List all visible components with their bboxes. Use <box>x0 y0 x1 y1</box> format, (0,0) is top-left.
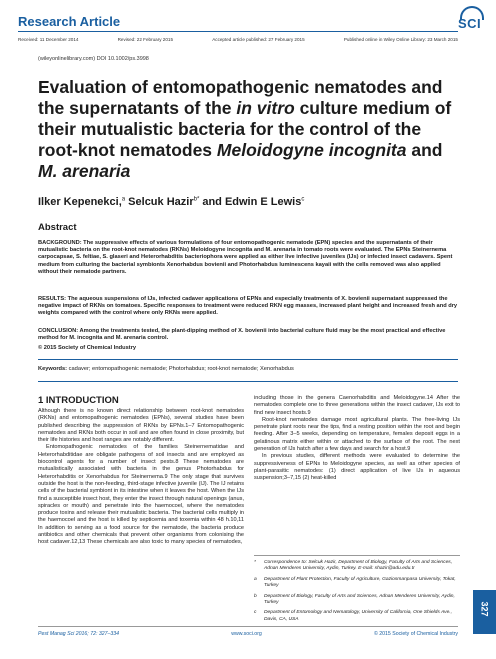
article-title <box>38 77 458 182</box>
note-text: Correspondence to: Selcuk Hazir, Department of Biology, Faculty of Arts and Sciences, Adnan Menderes University, Aydin, Turkey. E-mail: shazir@adu.edu.tr <box>264 560 453 572</box>
keywords-line <box>38 366 294 372</box>
title-italic: Meloidogyne incognita <box>216 140 407 160</box>
author-name[interactable]: and Edwin E Lewis <box>199 196 302 208</box>
page-number: 327 <box>479 601 490 617</box>
keywords-top-rule <box>38 359 458 360</box>
affiliation-marker: c <box>301 196 305 203</box>
author-name[interactable]: Ilker Kepenekci, <box>38 196 122 208</box>
affiliation-marker: a <box>121 196 126 203</box>
journal-section-label: Research Article <box>18 14 121 29</box>
published-date: Published online in Wiley Online Library: 23 March 2015 <box>343 37 458 42</box>
abstract-background: BACKGROUND: The suppressive effects of various formulations of four entomopathogenic nematode (EPN) species and the supernatants of their mutualistic bacteria on the root-knot nematodes (RKNs) Meloidogyne incognita and M. arenaria in tomato roots were evaluated. The EPNs Steinernema carpocapsae, S. feltiae, S. glaseri and Heterorhabditis bacteriophora were applied as either live infective juveniles (IJs) or infected insect cadavers. Spent medium from culturing the bacterial symbionts Xenorhabdus bovienii and Photorhabdus luminescens kayaii with the cells removed was also applied without their nematode partners. <box>38 240 453 275</box>
affiliation-note <box>254 594 460 607</box>
correspondence-note <box>254 560 460 573</box>
title-part: and <box>406 140 443 160</box>
note-marker: a <box>254 576 257 582</box>
abstract-results: RESULTS: The aqueous suspensions of IJs, infected cadaver applications of EPNs and especially treatments of X. bovienii supernatant suppressed the negative impact of RKNs on tomatoes. Specific responses to treatment were reduced RKN egg masses, increased plant height and increased fresh and dry weights compared with the control where only RKNs were applied. <box>38 296 458 317</box>
footer-copyright: © 2015 Society of Chemical Industry <box>374 631 458 637</box>
article-history <box>18 37 458 42</box>
page-footer <box>38 631 458 637</box>
intro-paragraph: Entomopathogenic nematodes of the families Steinernematidae and Heterorhabditidae are obligate pathogens of soil insects and are employed as biocontrol agents for a number of insect pests.8 These nematodes are mutualistically associated with bacteria in the genus Photorhabdus for Heterorhabditis or Xenorhabdus for Steinernema.9 The only stage that survives outside the host is the non-feeding, third-stage infective juvenile (IJ). The IJ retains cells of the bacterial symbiont in its intestine when it leaves the host. When the IJs find a susceptible insect host, they enter the insect through natural openings (anus, spiracles or mouth) and penetrate into the haemocoel, where the nematodes produce toxins and release their mutualistic bacteria. The bacterial cells multiply in the haemocoel and the host is killed by septicemia and toxemia within 48 h.10,11 In addition to serving as a food source for the nematode, the bacteria produce antibiotics and other chemicals that prevent other organisms from colonising the host cadaver.12,13 These chemicals are also toxic to many species of nematodes, <box>38 444 244 546</box>
intro-paragraph: Root-knot nematodes damage most agricultural plants. The free-living IJs penetrate plant roots near the tips, find a resting position within the root and begin feeding. After 3–5 weeks, depending on temperature, females deposit eggs in a gelatinous matrix either within or attached to the surface of the root. The next generation of IJs hatch after a few days and search for a host.9 <box>254 416 460 453</box>
title-part: Evaluation of entomopathogenic nematodes and the supernatants of the <box>38 77 443 118</box>
keywords-list: cadaver; entomopathogenic nematode; Photorhabdus; root-knot nematode; Xenorhabdus <box>67 366 294 372</box>
abstract-heading: Abstract <box>38 222 77 233</box>
footer-divider <box>38 626 458 627</box>
page-number-tab <box>473 590 496 634</box>
sci-logo <box>454 6 490 32</box>
note-text: Department of Biology, Faculty of Arts and Sciences, Adnan Menderes University, Aydin, Turkey <box>264 593 455 606</box>
introduction-heading: 1 INTRODUCTION <box>38 395 119 406</box>
intro-paragraph: including those in the genera Caenorhabditis and Meloidogyne.14 After the nematodes complete one to three generations within the insect cadaver, IJs exit to find new insect hosts.9 <box>254 395 460 416</box>
left-column <box>38 408 244 547</box>
sci-logo-text: SCI <box>458 16 482 31</box>
keywords-bottom-rule <box>38 381 458 382</box>
doi-line[interactable]: (wileyonlinelibrary.com) DOI 10.1002/ps.3998 <box>38 56 149 62</box>
note-text: Department of Entomology and Nematology, University of California, One Shields Ave., Davis, CA, USA <box>264 610 453 622</box>
society-website-link[interactable]: www.soci.org <box>231 631 262 637</box>
received-date: Received: 11 December 2014 <box>18 37 79 42</box>
affiliation-note <box>254 577 460 590</box>
abstract-conclusion: CONCLUSION: Among the treatments tested, the plant-dipping method of X. bovienii into bacterial culture fluid may be the most practical and effective method for M. incognita and M. arenaria control. <box>38 328 446 342</box>
note-marker: * <box>254 560 256 565</box>
journal-citation: Pest Manag Sci 2016; 72: 327–334 <box>38 631 120 637</box>
intro-paragraph: In previous studies, different methods were evaluated to determine the suppressiveness of EPNs to Meloidogyne species, as well as other species of plant-parasitic nematodes: (1) direct application of live IJs in aqueous suspension;3–7,15 (2) heat-killed <box>254 453 460 482</box>
note-marker: b <box>254 593 257 599</box>
footnote-divider <box>254 555 460 556</box>
header-divider <box>18 31 458 32</box>
revised-date: Revised: 22 February 2015 <box>117 37 174 42</box>
author-name[interactable]: Selcuk Hazir <box>125 196 194 208</box>
title-italic: in vitro <box>236 98 295 118</box>
author-list <box>38 196 304 208</box>
keywords-label: Keywords: <box>38 366 68 372</box>
intro-paragraph: Although there is no known direct relationship between root-knot nematodes (RKNs) and entomopathogenic nematodes (EPNs), several studies have been published describing the suppression of RKNs by EPNs.1–7 Entomopathogenic nematodes and RKNs both occur in soil and are often found in close proximity, but their life histories and host ranges are notably different. <box>38 408 244 444</box>
note-text: Department of Plant Protection, Faculty of Agriculture, Gaziosmanpasa University, Tokat, Turkey <box>264 576 456 589</box>
affiliation-note <box>254 610 460 623</box>
note-marker: c <box>254 610 257 616</box>
accepted-date: Accepted article published: 27 February 2015 <box>212 37 305 42</box>
abstract-copyright: © 2015 Society of Chemical Industry <box>38 345 137 351</box>
affiliation-marker: b* <box>193 196 200 203</box>
title-part: culture medium of their mutualistic bacteria for the control of the root-knot nematodes <box>38 98 452 160</box>
footnotes <box>254 560 460 627</box>
title-italic: M. arenaria <box>38 161 131 181</box>
right-column <box>254 395 460 483</box>
